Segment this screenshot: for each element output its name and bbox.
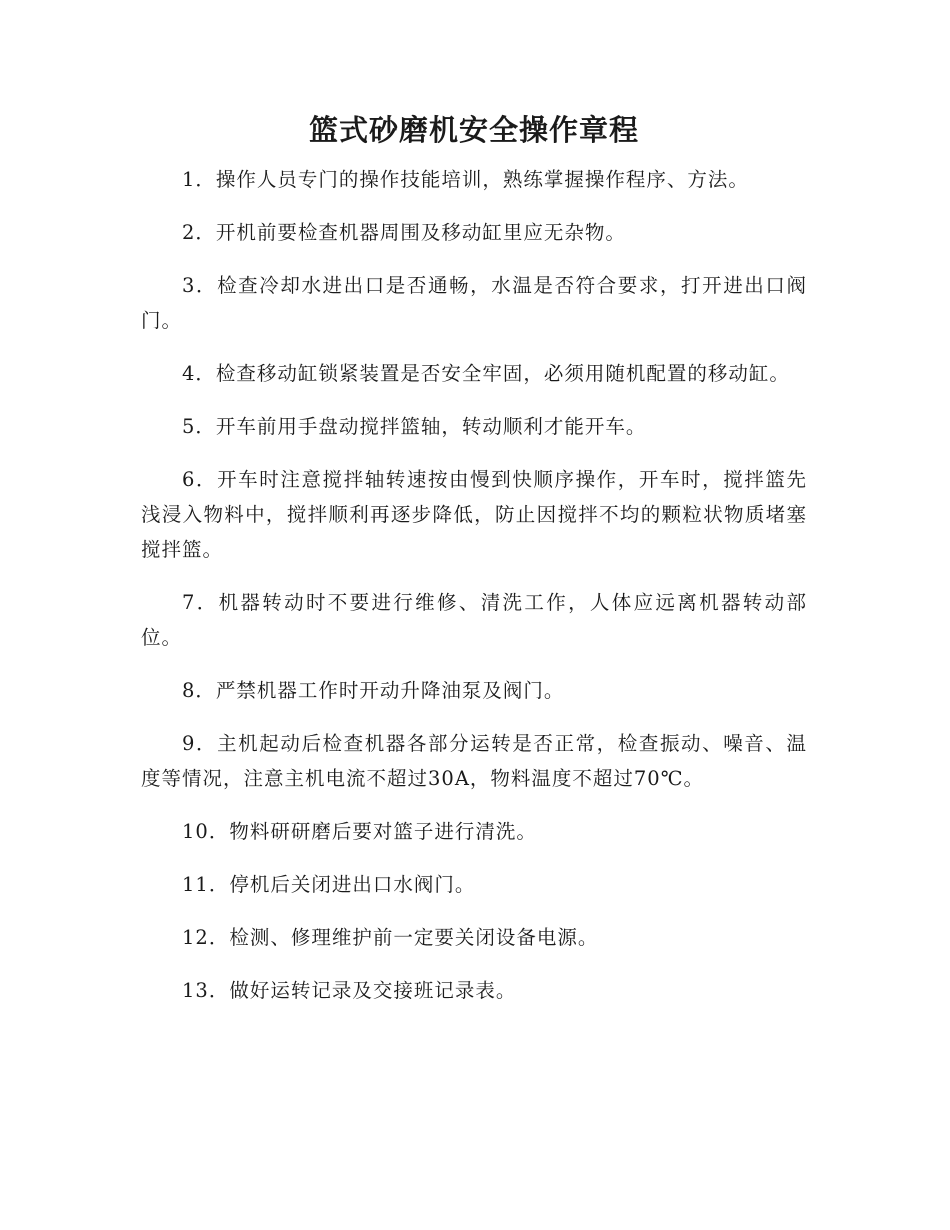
rule-item-10: 10．物料研研磨后要对篮子进行清洗。: [182, 820, 537, 843]
document-page: [141, 108, 807, 1026]
rule-item-11: 11．停机后关闭进出口水阀门。: [182, 873, 476, 896]
rule-item-5: 5．开车前用手盘动搅拌篮轴，转动顺利才能开车。: [182, 415, 647, 438]
rule-item-1: 1．操作人员专门的操作技能培训，熟练掌握操作程序、方法。: [182, 168, 749, 191]
rule-item-3: 3．检查冷却水进出口是否通畅，水温是否符合要求，打开进出口阀门。: [141, 274, 807, 332]
rule-item-4: 4．检查移动缸锁紧装置是否安全牢固，必须用随机配置的移动缸。: [182, 362, 790, 385]
rule-item-12: 12．检测、修理维护前一定要关闭设备电源。: [182, 926, 599, 949]
rule-item-13: 13．做好运转记录及交接班记录表。: [182, 979, 517, 1002]
rule-item-7: 7．机器转动时不要进行维修、清洗工作，人体应远离机器转动部位。: [141, 591, 807, 649]
rule-item-6: 6．开车时注意搅拌轴转速按由慢到快顺序操作，开车时，搅拌篮先浅浸入物料中，搅拌顺利再逐步降低，防止因搅拌不均的颗粒状物质堵塞搅拌篮。: [141, 468, 807, 561]
rule-item-2: 2．开机前要检查机器周围及移动缸里应无杂物。: [182, 221, 626, 244]
rule-item-9: 9．主机起动后检查机器各部分运转是否正常，检查振动、噪音、温度等情况，注意主机电流不超过30A，物料温度不超过70℃。: [141, 732, 807, 790]
document-title: 篮式砂磨机安全操作章程: [308, 113, 639, 147]
rule-item-8: 8．严禁机器工作时开动升降油泵及阀门。: [182, 679, 565, 702]
